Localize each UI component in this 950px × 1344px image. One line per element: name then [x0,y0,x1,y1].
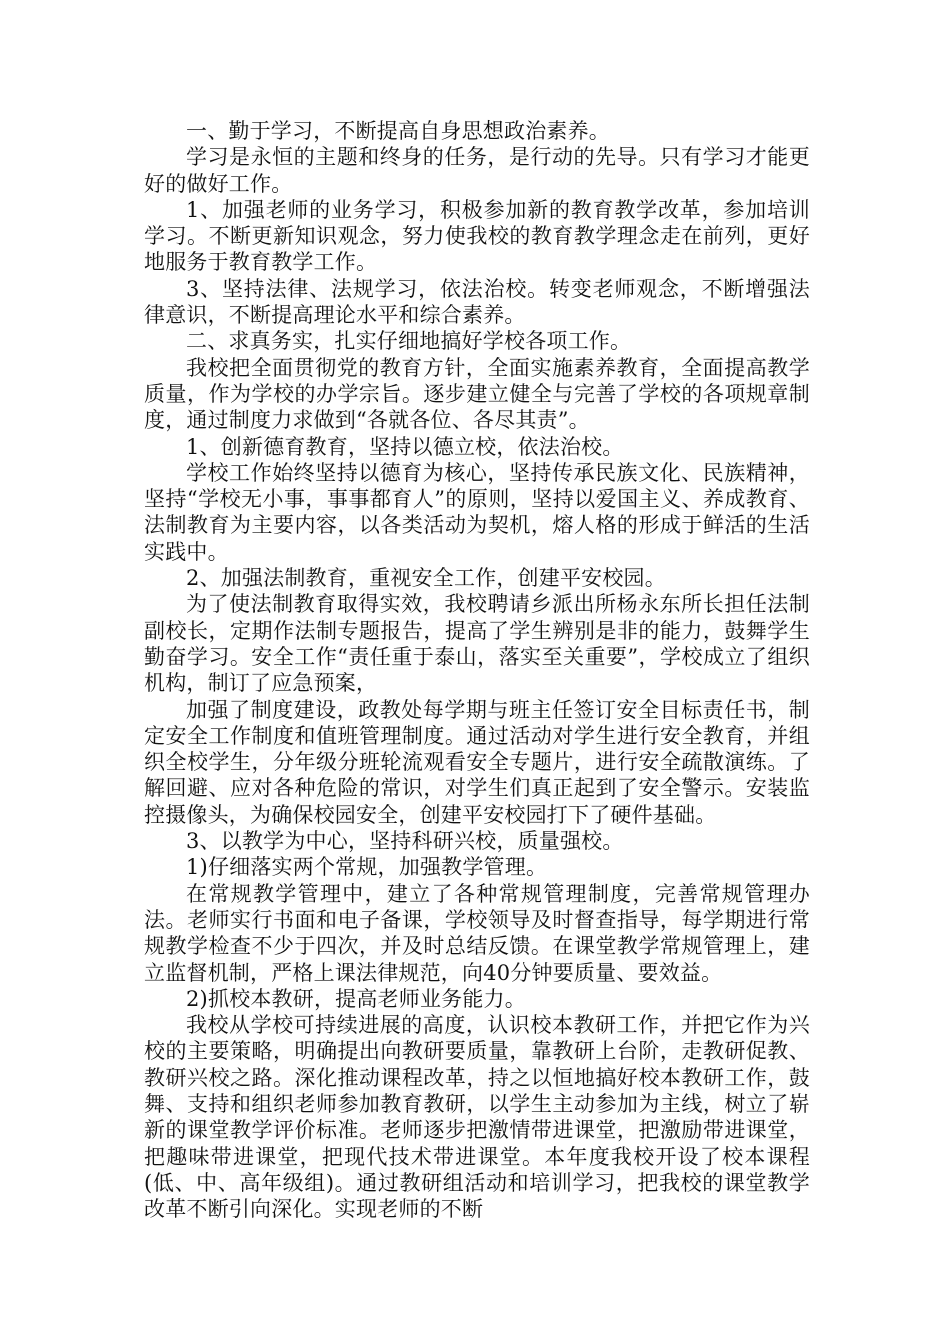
paragraph: 在常规教学管理中，建立了各种常规管理制度，完善常规管理办法。老师实行书面和电子备课，学校领导及时督查指导，每学期进行常规教学检查不少于四次，并及时总结反馈。在课堂教学常规管理上，建立监督机制，严格上课法律规范，向40分钟要质量、要效益。 [144,881,810,985]
paragraph: 加强了制度建设，政教处每学期与班主任签订安全目标责任书，制定安全工作制度和值班管理制度。通过活动对学生进行安全教育，并组织全校学生，分年级分班轮流观看安全专题片，进行安全疏散演练。了解回避、应对各种危险的常识，对学生们真正起到了安全警示。安装监控摄像头，为确保校园安全，创建平安校园打下了硬件基础。 [144,697,810,827]
paragraph: 学校工作始终坚持以德育为核心，坚持传承民族文化、民族精神，坚持“学校无小事，事事都育人”的原则，坚持以爱国主义、养成教育、法制教育为主要内容，以各类活动为契机，熔人格的形成于鲜活的生活实践中。 [144,460,810,564]
paragraph: 学习是永恒的主题和终身的任务，是行动的先导。只有学习才能更好的做好工作。 [144,145,810,196]
paragraph-subheading: 1、创新德育教育，坚持以德立校，依法治校。 [186,434,624,459]
paragraph: 我校把全面贯彻党的教育方针，全面实施素养教育，全面提高教学质量，作为学校的办学宗旨。逐步建立健全与完善了学校的各项规章制度，通过制度力求做到“各就各位、各尽其责”。 [144,355,810,433]
paragraph-heading-2: 二、求真务实，扎实仔细地搞好学校各项工作。 [186,329,632,354]
paragraph-subheading: 1)仔细落实两个常规，加强教学管理。 [186,855,548,880]
paragraph: 我校从学校可持续进展的高度，认识校本教研工作，并把它作为兴校的主要策略，明确提出向教研要质量，靠教研上台阶，走教研促教、教研兴校之路。深化推动课程改革，持之以恒地搞好校本教研工作，鼓舞、支持和组织老师参加教育教研，以学生主动参加为主线，树立了崭新的课堂教学评价标准。老师逐步把激情带进课堂，把激励带进课堂，把趣味带进课堂，把现代技术带进课堂。本年度我校开设了校本课程(低、中、高年级组)。通过教研组活动和培训学习，把我校的课堂教学改革不断引向深化。实现老师的不断 [144,1013,810,1222]
paragraph: 1、加强老师的业务学习，积极参加新的教育教学改革，参加培训学习。不断更新知识观念，努力使我校的教育教学理念走在前列，更好地服务于教育教学工作。 [144,197,810,275]
paragraph-subheading: 2)抓校本教研，提高老师业务能力。 [186,986,526,1011]
paragraph-heading-1: 一、勤于学习，不断提高自身思想政治素养。 [186,119,610,143]
paragraph-subheading: 2、加强法制教育，重视安全工作，创建平安校园。 [186,566,666,591]
paragraph-subheading: 3、以教学为中心，坚持科研兴校，质量强校。 [186,829,624,854]
paragraph: 为了使法制教育取得实效，我校聘请乡派出所杨永东所长担任法制副校长，定期作法制专题报告，提高了学生辨别是非的能力，鼓舞学生勤奋学习。安全工作“责任重于泰山，落实至关重要”，学校成立了组织机构，制订了应急预案， [144,592,810,696]
paragraph: 3、坚持法律、法规学习，依法治校。转变老师观念，不断增强法律意识，不断提高理论水平和综合素养。 [144,276,810,328]
document-body [144,118,810,1222]
